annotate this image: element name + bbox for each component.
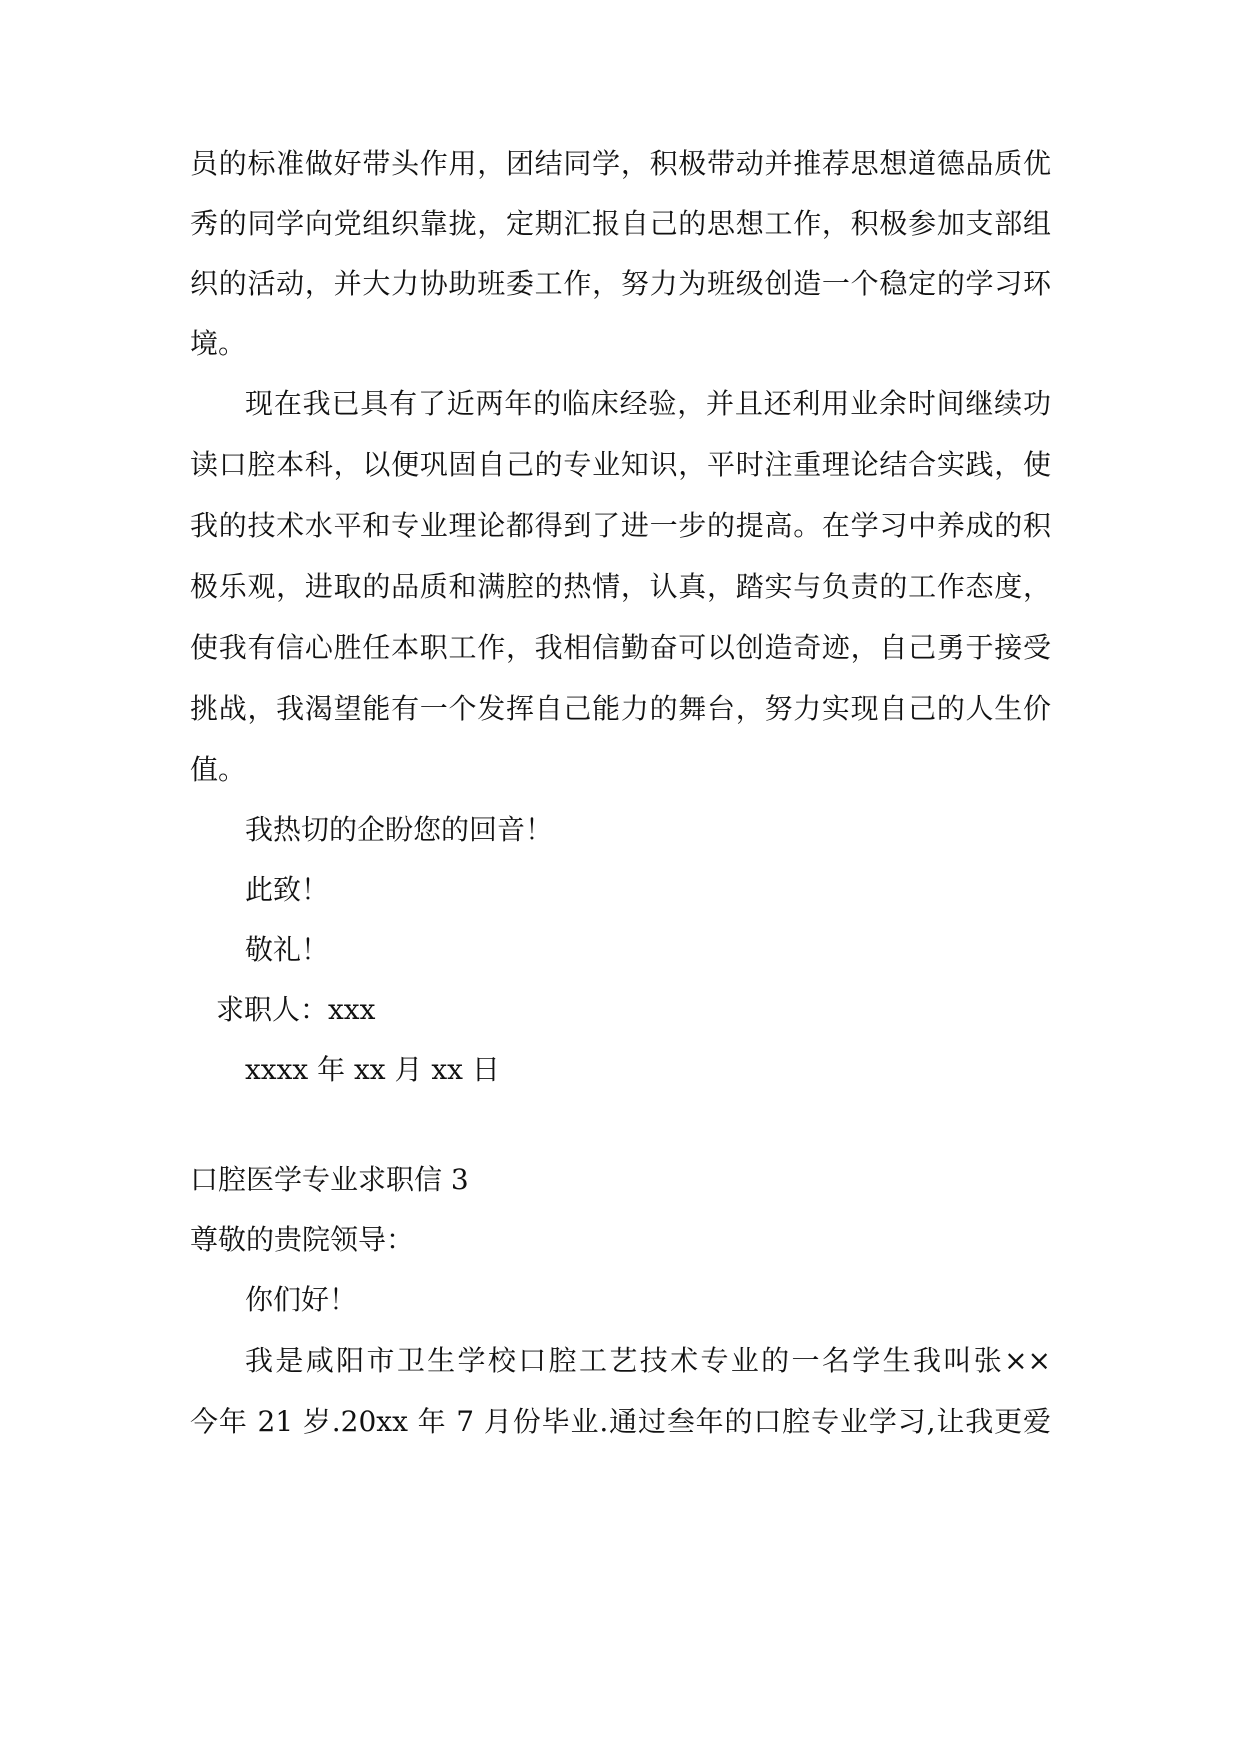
closing-hope: 我热切的企盼您的回音！: [245, 813, 554, 846]
paragraph-line: 现在我已具有了近两年的临床经验，并且还利用业余时间继续功: [245, 387, 1051, 420]
letter-date: xxxx 年 xx 月 xx 日: [245, 1053, 500, 1086]
paragraph-line: 读口腔本科，以便巩固自己的专业知识，平时注重理论结合实践，使: [190, 448, 1051, 481]
paragraph-line: 值。: [190, 753, 247, 786]
paragraph-line: 挑战，我渴望能有一个发挥自己能力的舞台，努力实现自己的人生价: [190, 692, 1051, 725]
salutation: 尊敬的贵院领导：: [190, 1223, 415, 1256]
closing-salute: 敬礼！: [245, 933, 330, 966]
paragraph-line: 境。: [190, 327, 247, 360]
paragraph-line: 秀的同学向党组织靠拢，定期汇报自己的思想工作，积极参加支部组: [190, 207, 1051, 240]
paragraph-line: 我的技术水平和专业理论都得到了进一步的提高。在学习中养成的积: [190, 509, 1051, 542]
closing-regards: 此致！: [245, 873, 330, 906]
paragraph-line: 极乐观，进取的品质和满腔的热情，认真，踏实与负责的工作态度，: [190, 570, 1051, 603]
section-title: 口腔医学专业求职信 3: [190, 1163, 469, 1196]
applicant-signature: 求职人：xxx: [216, 993, 376, 1026]
paragraph-line: 我是咸阳市卫生学校口腔工艺技术专业的一名学生我叫张××: [245, 1344, 1051, 1377]
paragraph-line: 今年 21 岁.20xx 年 7 月份毕业.通过叁年的口腔专业学习,让我更爱: [190, 1405, 1051, 1438]
paragraph-line: 员的标准做好带头作用，团结同学，积极带动并推荐思想道德品质优: [190, 147, 1051, 180]
paragraph-line: 使我有信心胜任本职工作，我相信勤奋可以创造奇迹，自己勇于接受: [190, 631, 1051, 664]
greeting: 你们好！: [245, 1283, 358, 1316]
paragraph-line: 织的活动，并大力协助班委工作，努力为班级创造一个稳定的学习环: [190, 267, 1051, 300]
